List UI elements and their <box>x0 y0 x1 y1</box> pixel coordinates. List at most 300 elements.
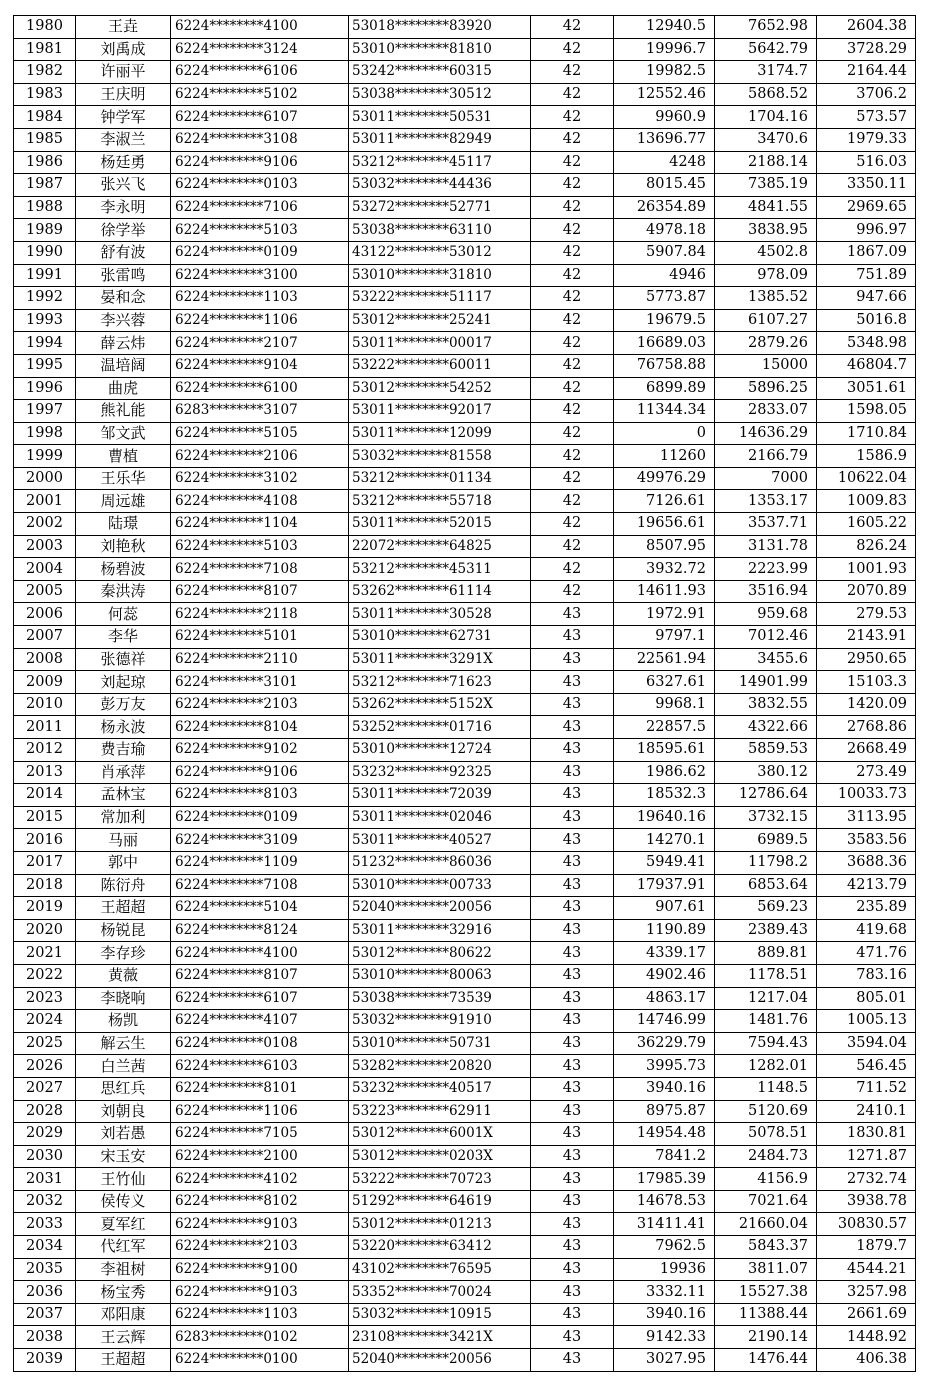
cell-serial-number: 1983 <box>14 83 76 106</box>
cell-group-number: 43 <box>531 603 614 626</box>
table-row <box>14 806 916 829</box>
cell-group-number: 42 <box>531 241 614 264</box>
cell-amount-1: 13696.77 <box>614 128 715 151</box>
cell-name: 许丽平 <box>76 61 171 84</box>
cell-bank-card-number: 6224********2118 <box>171 603 349 626</box>
cell-bank-card-number: 6224********2106 <box>171 445 349 468</box>
cell-id-number: 51232********86036 <box>349 851 531 874</box>
cell-amount-1: 14954.48 <box>614 1123 715 1146</box>
cell-amount-1: 19996.7 <box>614 38 715 61</box>
cell-id-number: 53222********51117 <box>349 287 531 310</box>
cell-id-number: 53282********20820 <box>349 1055 531 1078</box>
cell-bank-card-number: 6224********8101 <box>171 1077 349 1100</box>
cell-id-number: 53232********92325 <box>349 761 531 784</box>
cell-bank-card-number: 6283********0102 <box>171 1326 349 1349</box>
cell-group-number: 42 <box>531 580 614 603</box>
cell-serial-number: 2031 <box>14 1168 76 1191</box>
cell-amount-1: 4902.46 <box>614 964 715 987</box>
cell-name: 杨廷勇 <box>76 151 171 174</box>
cell-id-number: 53011********82949 <box>349 128 531 151</box>
cell-serial-number: 1994 <box>14 332 76 355</box>
table-row <box>14 535 916 558</box>
cell-amount-3: 805.01 <box>817 987 916 1010</box>
cell-id-number: 43102********76595 <box>349 1258 531 1281</box>
cell-amount-3: 3257.98 <box>817 1281 916 1304</box>
cell-amount-3: 4213.79 <box>817 874 916 897</box>
table-row <box>14 1168 916 1191</box>
cell-serial-number: 2034 <box>14 1236 76 1259</box>
cell-amount-2: 2188.14 <box>715 151 817 174</box>
cell-amount-3: 3350.11 <box>817 174 916 197</box>
cell-id-number: 53220********63412 <box>349 1236 531 1259</box>
cell-amount-1: 19982.5 <box>614 61 715 84</box>
cell-bank-card-number: 6224********2110 <box>171 648 349 671</box>
cell-serial-number: 2002 <box>14 513 76 536</box>
cell-id-number: 53272********52771 <box>349 196 531 219</box>
cell-id-number: 43122********53012 <box>349 241 531 264</box>
cell-bank-card-number: 6224********5105 <box>171 422 349 445</box>
cell-serial-number: 1997 <box>14 400 76 423</box>
cell-bank-card-number: 6224********4100 <box>171 942 349 965</box>
cell-name: 李兴蓉 <box>76 309 171 332</box>
cell-name: 马丽 <box>76 829 171 852</box>
cell-amount-3: 2661.69 <box>817 1303 916 1326</box>
cell-bank-card-number: 6224********4108 <box>171 490 349 513</box>
cell-name: 孟林宝 <box>76 784 171 807</box>
cell-serial-number: 2018 <box>14 874 76 897</box>
cell-amount-3: 279.53 <box>817 603 916 626</box>
cell-name: 徐学举 <box>76 219 171 242</box>
table-row <box>14 1236 916 1259</box>
cell-name: 王垚 <box>76 16 171 39</box>
cell-amount-3: 3938.78 <box>817 1190 916 1213</box>
table-row <box>14 219 916 242</box>
cell-amount-1: 0 <box>614 422 715 445</box>
cell-amount-2: 14901.99 <box>715 671 817 694</box>
cell-serial-number: 1987 <box>14 174 76 197</box>
cell-name: 邓阳康 <box>76 1303 171 1326</box>
cell-amount-1: 76758.88 <box>614 354 715 377</box>
cell-name: 白兰茜 <box>76 1055 171 1078</box>
cell-group-number: 43 <box>531 1349 614 1372</box>
cell-amount-1: 22561.94 <box>614 648 715 671</box>
cell-bank-card-number: 6224********3101 <box>171 671 349 694</box>
cell-amount-1: 18595.61 <box>614 739 715 762</box>
table-row <box>14 671 916 694</box>
cell-amount-2: 1178.51 <box>715 964 817 987</box>
table-row <box>14 513 916 536</box>
cell-id-number: 53011********30528 <box>349 603 531 626</box>
cell-amount-1: 19656.61 <box>614 513 715 536</box>
cell-amount-1: 5773.87 <box>614 287 715 310</box>
table-row <box>14 964 916 987</box>
cell-group-number: 43 <box>531 1303 614 1326</box>
cell-name: 夏军红 <box>76 1213 171 1236</box>
table-row <box>14 490 916 513</box>
cell-amount-1: 5907.84 <box>614 241 715 264</box>
cell-id-number: 53038********30512 <box>349 83 531 106</box>
cell-amount-2: 2223.99 <box>715 558 817 581</box>
cell-serial-number: 2025 <box>14 1032 76 1055</box>
cell-amount-1: 7126.61 <box>614 490 715 513</box>
cell-id-number: 53010********12724 <box>349 739 531 762</box>
table-row <box>14 264 916 287</box>
cell-group-number: 43 <box>531 1281 614 1304</box>
cell-amount-3: 1598.05 <box>817 400 916 423</box>
cell-serial-number: 2027 <box>14 1077 76 1100</box>
cell-amount-2: 5642.79 <box>715 38 817 61</box>
table-row <box>14 580 916 603</box>
cell-group-number: 43 <box>531 1032 614 1055</box>
cell-amount-1: 14746.99 <box>614 1010 715 1033</box>
cell-amount-3: 751.89 <box>817 264 916 287</box>
cell-group-number: 43 <box>531 1077 614 1100</box>
cell-amount-1: 7962.5 <box>614 1236 715 1259</box>
cell-amount-1: 4339.17 <box>614 942 715 965</box>
cell-name: 王乐华 <box>76 467 171 490</box>
cell-amount-2: 21660.04 <box>715 1213 817 1236</box>
cell-amount-1: 5949.41 <box>614 851 715 874</box>
cell-group-number: 42 <box>531 377 614 400</box>
cell-group-number: 43 <box>531 626 614 649</box>
cell-bank-card-number: 6224********3124 <box>171 38 349 61</box>
cell-bank-card-number: 6224********2103 <box>171 693 349 716</box>
table-row <box>14 784 916 807</box>
cell-name: 温培阔 <box>76 354 171 377</box>
cell-id-number: 53212********45117 <box>349 151 531 174</box>
cell-name: 晏和念 <box>76 287 171 310</box>
cell-name: 黄薇 <box>76 964 171 987</box>
cell-name: 曹植 <box>76 445 171 468</box>
cell-serial-number: 2005 <box>14 580 76 603</box>
table-row <box>14 851 916 874</box>
cell-amount-3: 1005.13 <box>817 1010 916 1033</box>
cell-id-number: 53010********80063 <box>349 964 531 987</box>
table-row <box>14 1123 916 1146</box>
cell-amount-2: 5868.52 <box>715 83 817 106</box>
table-row <box>14 332 916 355</box>
cell-amount-3: 711.52 <box>817 1077 916 1100</box>
cell-id-number: 53038********63110 <box>349 219 531 242</box>
cell-bank-card-number: 6224********5103 <box>171 535 349 558</box>
cell-amount-2: 1353.17 <box>715 490 817 513</box>
cell-amount-1: 26354.89 <box>614 196 715 219</box>
cell-bank-card-number: 6224********5102 <box>171 83 349 106</box>
cell-amount-1: 17985.39 <box>614 1168 715 1191</box>
cell-group-number: 43 <box>531 1236 614 1259</box>
cell-group-number: 43 <box>531 1123 614 1146</box>
table-row <box>14 128 916 151</box>
cell-bank-card-number: 6224********5104 <box>171 897 349 920</box>
cell-group-number: 42 <box>531 535 614 558</box>
cell-amount-2: 11388.44 <box>715 1303 817 1326</box>
cell-amount-2: 11798.2 <box>715 851 817 874</box>
cell-serial-number: 1988 <box>14 196 76 219</box>
cell-id-number: 53012********01213 <box>349 1213 531 1236</box>
table-row <box>14 1281 916 1304</box>
cell-amount-3: 826.24 <box>817 535 916 558</box>
cell-amount-3: 1420.09 <box>817 693 916 716</box>
cell-amount-1: 3940.16 <box>614 1303 715 1326</box>
cell-serial-number: 1991 <box>14 264 76 287</box>
cell-group-number: 42 <box>531 400 614 423</box>
table-row <box>14 919 916 942</box>
cell-group-number: 42 <box>531 264 614 287</box>
cell-bank-card-number: 6224********5101 <box>171 626 349 649</box>
cell-serial-number: 2038 <box>14 1326 76 1349</box>
cell-id-number: 53011********3291X <box>349 648 531 671</box>
cell-group-number: 42 <box>531 61 614 84</box>
cell-amount-1: 19679.5 <box>614 309 715 332</box>
cell-amount-1: 11260 <box>614 445 715 468</box>
cell-group-number: 42 <box>531 83 614 106</box>
cell-name: 钟学军 <box>76 106 171 129</box>
cell-name: 王超超 <box>76 1349 171 1372</box>
cell-serial-number: 1993 <box>14 309 76 332</box>
cell-serial-number: 2024 <box>14 1010 76 1033</box>
cell-id-number: 53011********52015 <box>349 513 531 536</box>
cell-amount-2: 5859.53 <box>715 739 817 762</box>
cell-name: 曲虎 <box>76 377 171 400</box>
cell-id-number: 53032********81558 <box>349 445 531 468</box>
cell-serial-number: 1981 <box>14 38 76 61</box>
cell-serial-number: 2010 <box>14 693 76 716</box>
cell-serial-number: 1995 <box>14 354 76 377</box>
cell-amount-2: 2190.14 <box>715 1326 817 1349</box>
table-row <box>14 1010 916 1033</box>
cell-amount-1: 4863.17 <box>614 987 715 1010</box>
cell-serial-number: 1998 <box>14 422 76 445</box>
cell-name: 李晓响 <box>76 987 171 1010</box>
cell-group-number: 42 <box>531 445 614 468</box>
cell-bank-card-number: 6224********9103 <box>171 1281 349 1304</box>
cell-amount-1: 8015.45 <box>614 174 715 197</box>
cell-amount-3: 46804.7 <box>817 354 916 377</box>
cell-bank-card-number: 6224********7105 <box>171 1123 349 1146</box>
cell-amount-1: 18532.3 <box>614 784 715 807</box>
cell-serial-number: 1992 <box>14 287 76 310</box>
cell-id-number: 53012********6001X <box>349 1123 531 1146</box>
cell-id-number: 53018********83920 <box>349 16 531 39</box>
cell-amount-2: 959.68 <box>715 603 817 626</box>
table-row <box>14 558 916 581</box>
cell-id-number: 53242********60315 <box>349 61 531 84</box>
cell-serial-number: 2032 <box>14 1190 76 1213</box>
cell-group-number: 43 <box>531 1010 614 1033</box>
cell-amount-1: 1986.62 <box>614 761 715 784</box>
cell-amount-2: 4156.9 <box>715 1168 817 1191</box>
cell-id-number: 53012********25241 <box>349 309 531 332</box>
cell-id-number: 53212********55718 <box>349 490 531 513</box>
table-row <box>14 1077 916 1100</box>
cell-amount-2: 4502.8 <box>715 241 817 264</box>
table-row <box>14 151 916 174</box>
cell-bank-card-number: 6224********4100 <box>171 16 349 39</box>
table-row <box>14 196 916 219</box>
cell-amount-3: 406.38 <box>817 1349 916 1372</box>
cell-amount-1: 12552.46 <box>614 83 715 106</box>
cell-bank-card-number: 6224********3108 <box>171 128 349 151</box>
cell-name: 秦洪涛 <box>76 580 171 603</box>
cell-amount-2: 380.12 <box>715 761 817 784</box>
cell-amount-2: 1476.44 <box>715 1349 817 1372</box>
cell-amount-2: 889.81 <box>715 942 817 965</box>
cell-group-number: 43 <box>531 716 614 739</box>
table-row <box>14 422 916 445</box>
table-row <box>14 1190 916 1213</box>
cell-serial-number: 2003 <box>14 535 76 558</box>
cell-bank-card-number: 6224********0109 <box>171 806 349 829</box>
cell-amount-1: 1190.89 <box>614 919 715 942</box>
cell-serial-number: 2015 <box>14 806 76 829</box>
cell-id-number: 53212********01134 <box>349 467 531 490</box>
cell-amount-2: 12786.64 <box>715 784 817 807</box>
cell-serial-number: 2019 <box>14 897 76 920</box>
cell-amount-2: 5120.69 <box>715 1100 817 1123</box>
cell-serial-number: 2006 <box>14 603 76 626</box>
cell-amount-2: 6107.27 <box>715 309 817 332</box>
cell-amount-2: 7000 <box>715 467 817 490</box>
cell-amount-3: 516.03 <box>817 151 916 174</box>
cell-serial-number: 1985 <box>14 128 76 151</box>
cell-amount-1: 6327.61 <box>614 671 715 694</box>
cell-name: 张雷鸣 <box>76 264 171 287</box>
table-row <box>14 739 916 762</box>
cell-id-number: 53212********45311 <box>349 558 531 581</box>
cell-name: 舒有波 <box>76 241 171 264</box>
cell-amount-2: 3516.94 <box>715 580 817 603</box>
cell-id-number: 23108********3421X <box>349 1326 531 1349</box>
cell-group-number: 42 <box>531 490 614 513</box>
cell-id-number: 53352********70024 <box>349 1281 531 1304</box>
cell-amount-1: 9968.1 <box>614 693 715 716</box>
cell-amount-1: 12940.5 <box>614 16 715 39</box>
cell-amount-2: 2389.43 <box>715 919 817 942</box>
cell-bank-card-number: 6224********9106 <box>171 151 349 174</box>
cell-serial-number: 2016 <box>14 829 76 852</box>
cell-amount-2: 2166.79 <box>715 445 817 468</box>
cell-name: 思红兵 <box>76 1077 171 1100</box>
cell-serial-number: 1990 <box>14 241 76 264</box>
cell-name: 刘艳秋 <box>76 535 171 558</box>
cell-amount-2: 3811.07 <box>715 1258 817 1281</box>
table-row <box>14 1349 916 1372</box>
cell-amount-1: 4978.18 <box>614 219 715 242</box>
cell-bank-card-number: 6224********2103 <box>171 1236 349 1259</box>
cell-bank-card-number: 6224********6107 <box>171 106 349 129</box>
cell-amount-1: 3940.16 <box>614 1077 715 1100</box>
table-row <box>14 648 916 671</box>
cell-amount-3: 2164.44 <box>817 61 916 84</box>
cell-amount-2: 3455.6 <box>715 648 817 671</box>
cell-amount-1: 22857.5 <box>614 716 715 739</box>
cell-id-number: 53012********0203X <box>349 1145 531 1168</box>
cell-amount-2: 2879.26 <box>715 332 817 355</box>
cell-id-number: 53032********10915 <box>349 1303 531 1326</box>
cell-amount-2: 3537.71 <box>715 513 817 536</box>
cell-amount-3: 3583.56 <box>817 829 916 852</box>
cell-amount-1: 19640.16 <box>614 806 715 829</box>
cell-bank-card-number: 6224********7108 <box>171 558 349 581</box>
table-row <box>14 400 916 423</box>
cell-id-number: 53032********44436 <box>349 174 531 197</box>
cell-amount-2: 1481.76 <box>715 1010 817 1033</box>
cell-amount-3: 1001.93 <box>817 558 916 581</box>
cell-amount-2: 15000 <box>715 354 817 377</box>
cell-group-number: 42 <box>531 287 614 310</box>
cell-amount-2: 3470.6 <box>715 128 817 151</box>
cell-bank-card-number: 6224********0100 <box>171 1349 349 1372</box>
cell-group-number: 43 <box>531 739 614 762</box>
cell-group-number: 43 <box>531 942 614 965</box>
cell-amount-1: 49976.29 <box>614 467 715 490</box>
cell-group-number: 43 <box>531 919 614 942</box>
cell-amount-3: 1979.33 <box>817 128 916 151</box>
cell-bank-card-number: 6224********8107 <box>171 964 349 987</box>
table-row <box>14 829 916 852</box>
table-row <box>14 287 916 310</box>
cell-name: 李存珍 <box>76 942 171 965</box>
cell-amount-3: 3113.95 <box>817 806 916 829</box>
cell-name: 王竹仙 <box>76 1168 171 1191</box>
cell-amount-2: 4322.66 <box>715 716 817 739</box>
cell-amount-3: 2732.74 <box>817 1168 916 1191</box>
cell-name: 王超超 <box>76 897 171 920</box>
cell-name: 熊礼能 <box>76 400 171 423</box>
cell-amount-3: 235.89 <box>817 897 916 920</box>
cell-amount-3: 1586.9 <box>817 445 916 468</box>
cell-amount-3: 471.76 <box>817 942 916 965</box>
cell-id-number: 53011********12099 <box>349 422 531 445</box>
cell-serial-number: 2022 <box>14 964 76 987</box>
cell-name: 费吉瑜 <box>76 739 171 762</box>
cell-bank-card-number: 6224********9100 <box>171 1258 349 1281</box>
cell-bank-card-number: 6224********8107 <box>171 580 349 603</box>
cell-amount-1: 3027.95 <box>614 1349 715 1372</box>
cell-amount-3: 3706.2 <box>817 83 916 106</box>
cell-serial-number: 1984 <box>14 106 76 129</box>
cell-amount-2: 3174.7 <box>715 61 817 84</box>
cell-amount-1: 9797.1 <box>614 626 715 649</box>
cell-amount-2: 7012.46 <box>715 626 817 649</box>
cell-amount-1: 4946 <box>614 264 715 287</box>
cell-amount-3: 5016.8 <box>817 309 916 332</box>
cell-amount-3: 4544.21 <box>817 1258 916 1281</box>
cell-amount-2: 5896.25 <box>715 377 817 400</box>
cell-bank-card-number: 6224********6107 <box>171 987 349 1010</box>
table-row <box>14 445 916 468</box>
cell-amount-3: 10622.04 <box>817 467 916 490</box>
cell-bank-card-number: 6224********4102 <box>171 1168 349 1191</box>
cell-id-number: 53011********40527 <box>349 829 531 852</box>
cell-group-number: 43 <box>531 648 614 671</box>
cell-group-number: 43 <box>531 1055 614 1078</box>
cell-amount-3: 1879.7 <box>817 1236 916 1259</box>
cell-id-number: 53262********5152X <box>349 693 531 716</box>
cell-group-number: 43 <box>531 1258 614 1281</box>
cell-amount-1: 9960.9 <box>614 106 715 129</box>
cell-name: 刘若愚 <box>76 1123 171 1146</box>
cell-group-number: 42 <box>531 196 614 219</box>
records-table <box>13 15 916 1372</box>
cell-bank-card-number: 6224********8103 <box>171 784 349 807</box>
records-table-body <box>14 16 916 1372</box>
cell-group-number: 43 <box>531 829 614 852</box>
cell-group-number: 42 <box>531 332 614 355</box>
cell-id-number: 53232********40517 <box>349 1077 531 1100</box>
cell-amount-1: 19936 <box>614 1258 715 1281</box>
table-row <box>14 309 916 332</box>
